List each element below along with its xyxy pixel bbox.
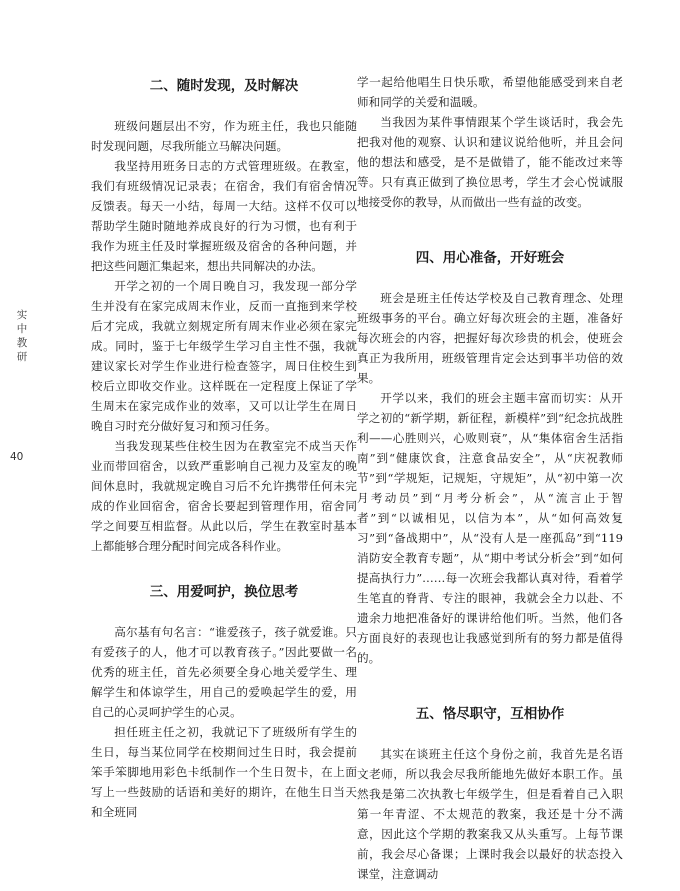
paragraph: 其实在谈班主任这个身份之前，我首先是名语文老师，所以我会尽我所能地先做好本职工作。虽然我是第二次执教七年级学生，但是看着自己入职第一年青涩、不太规范的教案，我还是十分不满意，因此这个学期的教案我又从头重写。上每节课前，我会尽心备课；上课时我会以最好的状态投入课堂，注意调动: [357, 747, 623, 881]
paragraph: 开学以来，我们的班会主题丰富而切实：从开学之初的“新学期，新征程，新模样”到“纪念抗战胜利——心胜则兴，心败则衰”，从“集体宿舍生活指南”到“健康饮食，注意食品安全”，从“庆祝教师节”到“学规矩，记规矩，守规矩”，从“初中第一次月考动员”到“月考分析会”，从“流言止于智者”到“以诚相见，以信为本”，从“如何高效复习”到“备战期中”，从“没有人是一座孤岛”到“119 消防安全教育专题”，从“期中考试分析会”到“如何提高执行力”……每一次班会我都认真对待，看着学生笔直的脊背、专注的眼神，我就会全力以赴、不遗余力地把准备好的课讲给他们听。当然，他们各方面良好的表现也让我感觉到所有的努力都是值得的。: [357, 391, 623, 665]
paragraph: 班会是班主任传达学校及自己教育理念、处理班级事务的平台。确立好每次班会的主题，准备好每次班会的内容，把握好每次珍贵的机会，使班会真正为我所用，班级管理肯定会达到事半功倍的效果。: [357, 291, 623, 385]
paragraph: 担任班主任之初，我就记下了班级所有学生的生日，每当某位同学在校期间过生日时，我会提前笨手笨脚地用彩色卡纸制作一个生日贺卡，在上面写上一些鼓励的话语和美好的期许，在他生日当天和全班同: [91, 725, 357, 819]
section-gap: [357, 668, 623, 690]
side-label-char: 中: [16, 323, 28, 335]
paragraph: 当我发现某些住校生因为在教室完不成当天作业而带回宿舍，以致严重影响自己视力及室友的晚间休息时，我就规定晚自习后不允许携带任何未完成的作业回宿舍，宿舍长要起到管理作用，宿舍同学之间要互相监督。从此以后，学生在教室时基本上都能够合理分配时间完成各科作业。: [91, 439, 357, 553]
left-text-column: [91, 72, 357, 822]
section-heading: 五、恪尽职守，互相协作: [415, 706, 565, 722]
paragraph: 我坚持用班务日志的方式管理班级。在教室，我们有班级情况记录表；在宿舍，我们有宿舍情况反馈表。每天一小结，每周一大结。这样不仅可以帮助学生随时随地养成良好的行为习惯，也有利于我作为班主任及时掌握班级及宿舍的各种问题，并把这些问题汇集起来，想出共同解决的办法。: [91, 159, 357, 273]
section-heading: 二、随时发现，及时解决: [149, 78, 299, 94]
paragraph: 班级问题层出不穷，作为班主任，我也只能随时发现问题，尽我所能立马解决问题。: [91, 119, 357, 153]
section-gap: [357, 212, 623, 234]
section-gap: [91, 556, 357, 578]
page-number: 40: [10, 451, 24, 463]
section-heading: 三、用爱呵护，换位思考: [149, 584, 299, 600]
journal-side-label: [14, 308, 30, 364]
side-label-char: 研: [16, 351, 28, 363]
paragraph: 开学之初的一个周日晚自习，我发现一部分学生并没有在家完成周末作业，反而一直拖到来学校后才完成，我就立刻规定所有周末作业必须在家完成。同时，鉴于七年级学生学习自主性不强，我就建议家长对学生作业进行检查签字，周日住校生到校后立即收交作业。这样既在一定程度上保证了学生周末在家完成作业的效率，又可以让学生在周日晚自习时充分做好复习和预习任务。: [91, 279, 357, 433]
paragraph: 高尔基有句名言：“谁爱孩子，孩子就爱谁。只有爱孩子的人，他才可以教育孩子。”因此要做一名优秀的班主任，首先必须要全身心地关爱学生、理解学生和体谅学生，用自己的爱唤起学生的爱，用自己的心灵呵护学生的心灵。: [91, 625, 357, 719]
side-label-char: 实: [16, 309, 28, 321]
paragraph: 当我因为某件事情跟某个学生谈话时，我会先把我对他的观察、认识和建议说给他听，并且会问他的想法和感受，是不是做错了，能不能改过来等等。只有真正做到了换位思考，学生才会心悦诚服地接受你的教导，从而做出一些有益的改变。: [357, 115, 623, 209]
continued-paragraph: 学一起给他唱生日快乐歌，希望他能感受到来自老师和同学的关爱和温暖。: [357, 75, 623, 109]
section-heading: 四、用心准备，开好班会: [415, 250, 565, 266]
right-text-column: [357, 72, 623, 884]
side-label-char: 教: [16, 337, 28, 349]
